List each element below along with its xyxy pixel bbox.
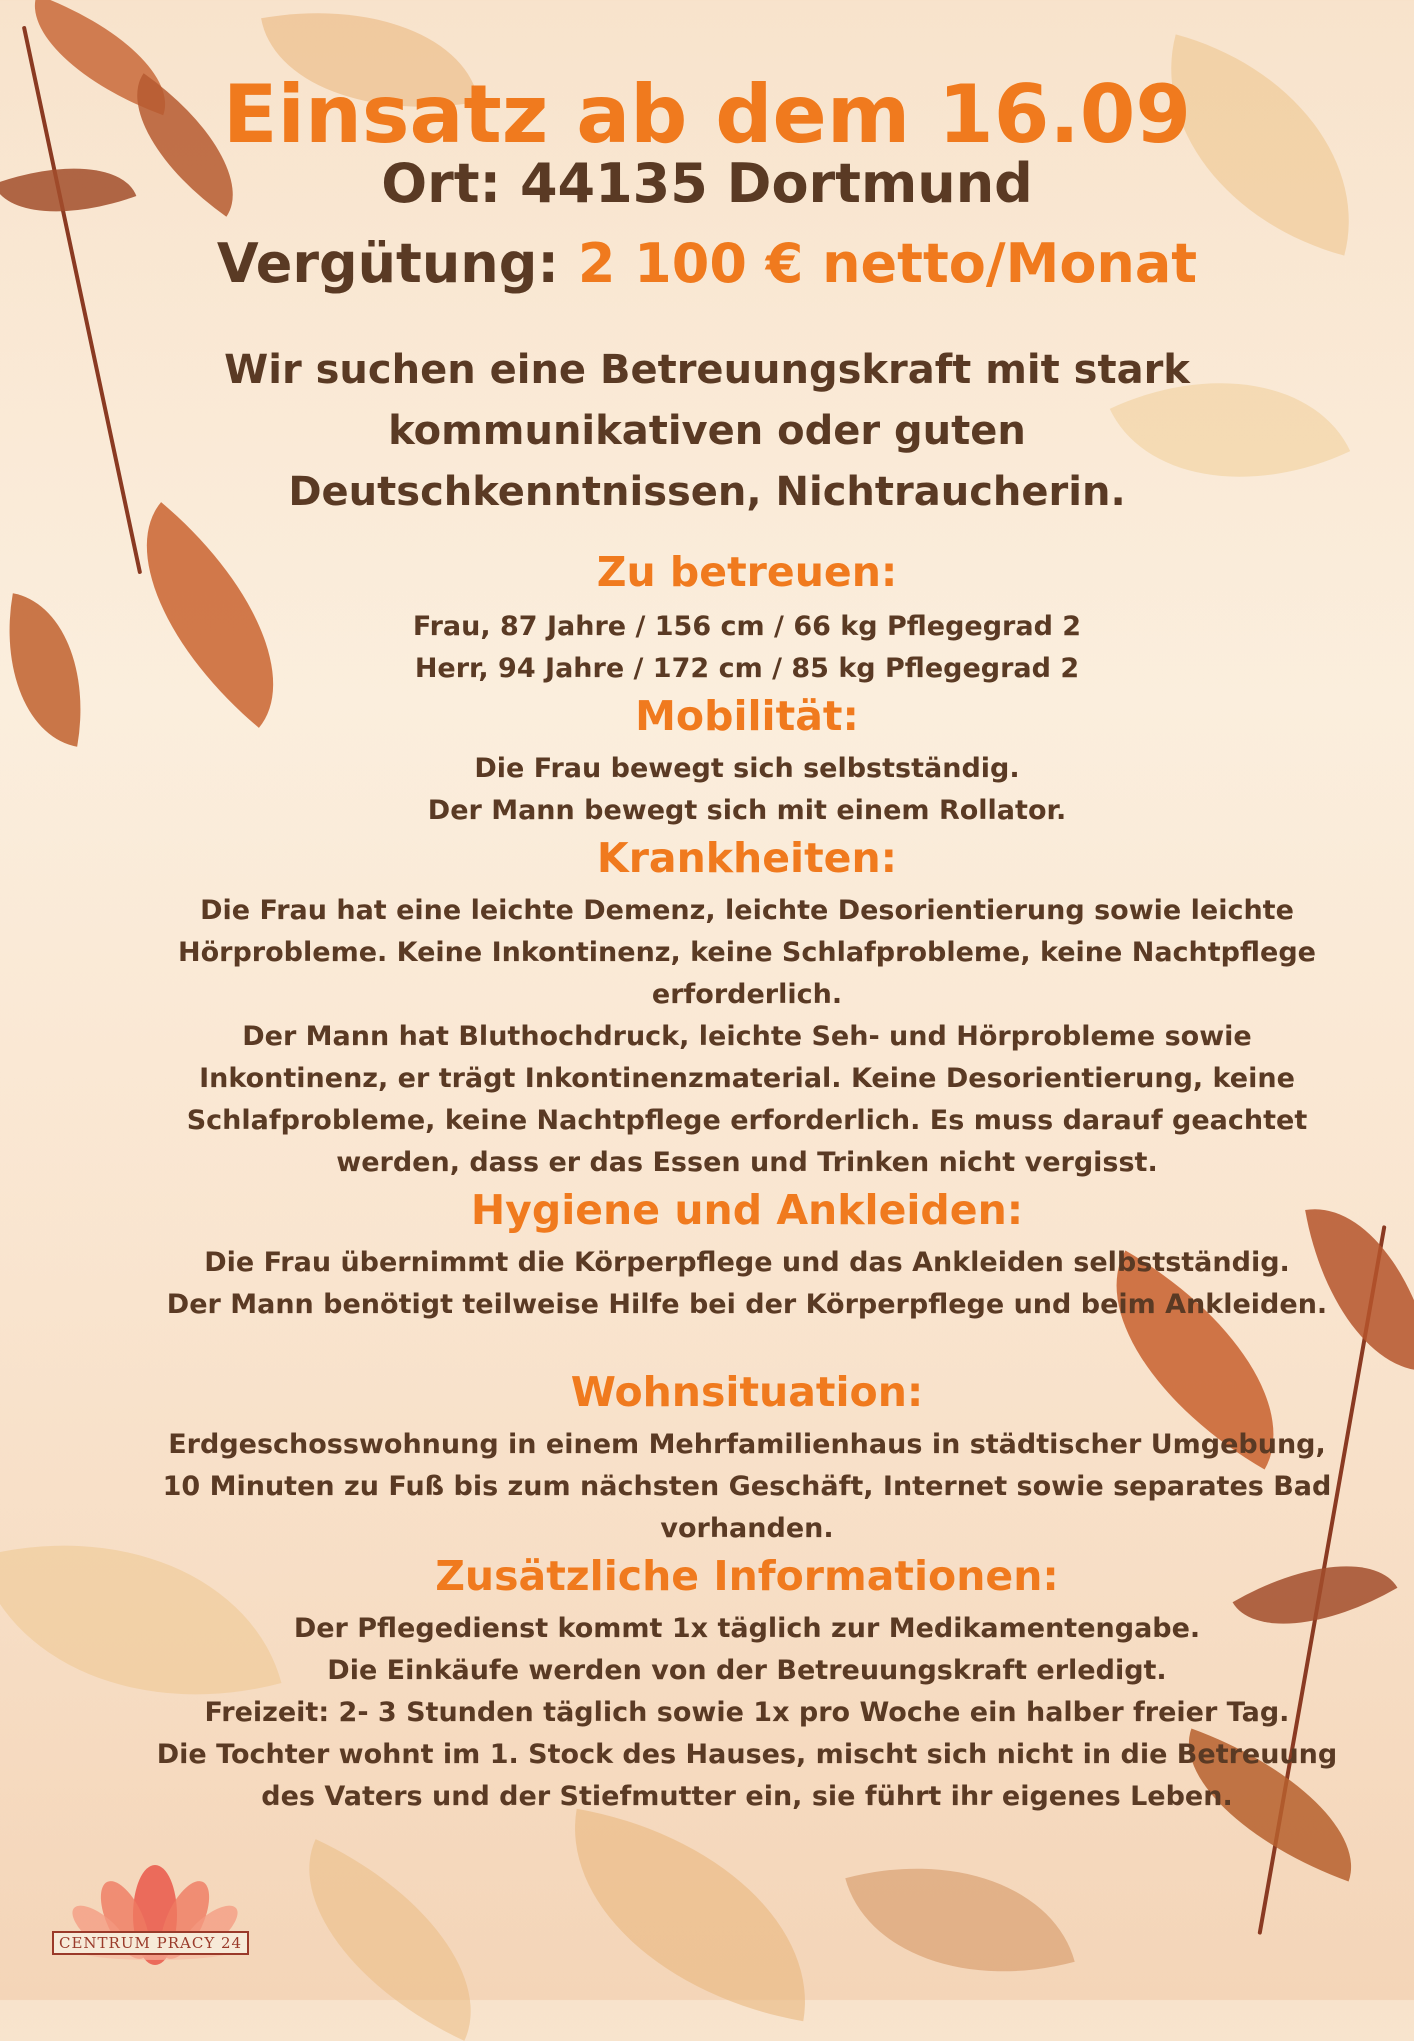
body-line: Herr, 94 Jahre / 172 cm / 85 kg Pflegegrad 2	[414, 653, 1080, 684]
heading-mobilitaet: Mobilität:	[635, 692, 859, 740]
body-line: erforderlich.	[651, 979, 843, 1010]
body-line: Die Frau bewegt sich selbstständig.	[474, 753, 1020, 784]
body-line: Die Tochter wohnt im 1. Stock des Hauses, mischt sich nicht in die Betreuung	[156, 1739, 1338, 1770]
intro-text: Wir suchen eine Betreuungskraft mit stark kommunikativen oder guten Deutschkenntnissen, Nichtraucherin.	[224, 347, 1190, 515]
page-title: Einsatz ab dem 16.09	[222, 68, 1192, 161]
section-zusaetzliche-informationen	[0, 1608, 1414, 1818]
section-wohnsituation	[0, 1424, 1414, 1550]
body-line: Hörprobleme. Keine Inkontinenz, keine Schlafprobleme, keine Nachtpflege	[178, 937, 1316, 968]
body-line: Freizeit: 2- 3 Stunden täglich sowie 1x pro Woche ein halber freier Tag.	[204, 1697, 1290, 1728]
section-krankheiten	[0, 890, 1414, 1184]
heading-wohnsituation: Wohnsituation:	[570, 1368, 924, 1416]
body-line: Der Mann hat Bluthochdruck, leichte Seh- und Hörprobleme sowie	[242, 1021, 1252, 1052]
heading-zu-betreuen: Zu betreuen:	[596, 548, 898, 596]
body-line: Der Mann bewegt sich mit einem Rollator.	[427, 795, 1067, 826]
section-hygiene	[0, 1242, 1414, 1326]
body-line: Inkontinenz, er trägt Inkontinenzmaterial. Keine Desorientierung, keine	[199, 1063, 1295, 1094]
body-line: Der Mann benötigt teilweise Hilfe bei der Körperpflege und beim Ankleiden.	[166, 1289, 1328, 1320]
body-line: Die Einkäufe werden von der Betreuungskraft erledigt.	[327, 1655, 1167, 1686]
body-line: Der Pflegedienst kommt 1x täglich zur Medikamentengabe.	[293, 1613, 1201, 1644]
section-mobilitaet	[0, 748, 1414, 832]
heading-zusaetzliche-informationen: Zusätzliche Informationen:	[435, 1552, 1059, 1600]
pay-line	[0, 232, 1414, 295]
body-line: Schlafprobleme, keine Nachtpflege erforderlich. Es muss darauf geachtet	[186, 1105, 1308, 1136]
body-line: Erdgeschosswohnung in einem Mehrfamilienhaus in städtischer Umgebung,	[168, 1429, 1326, 1460]
pay-value: 2 100 € netto/Monat	[577, 232, 1198, 295]
pay-label: Vergütung:	[216, 232, 559, 295]
body-line: 10 Minuten zu Fuß bis zum nächsten Geschäft, Internet sowie separates Bad	[162, 1471, 1332, 1502]
heading-krankheiten: Krankheiten:	[596, 834, 898, 882]
body-line: des Vaters und der Stiefmutter ein, sie führt ihr eigenes Leben.	[261, 1781, 1233, 1812]
heading-hygiene: Hygiene und Ankleiden:	[470, 1186, 1024, 1234]
section-zu-betreuen	[0, 606, 1414, 690]
body-line: vorhanden.	[660, 1513, 834, 1544]
body-line: Die Frau hat eine leichte Demenz, leichte Desorientierung sowie leichte	[200, 895, 1294, 926]
body-line: Die Frau übernimmt die Körperpflege und das Ankleiden selbstständig.	[204, 1247, 1290, 1278]
body-line: werden, dass er das Essen und Trinken nicht vergisst.	[336, 1147, 1158, 1178]
logo-text: CENTRUM PRACY 24	[52, 1931, 249, 1955]
location-text: Ort: 44135 Dortmund	[381, 152, 1033, 215]
body-line: Frau, 87 Jahre / 156 cm / 66 kg Pflegegrad 2	[412, 611, 1082, 642]
